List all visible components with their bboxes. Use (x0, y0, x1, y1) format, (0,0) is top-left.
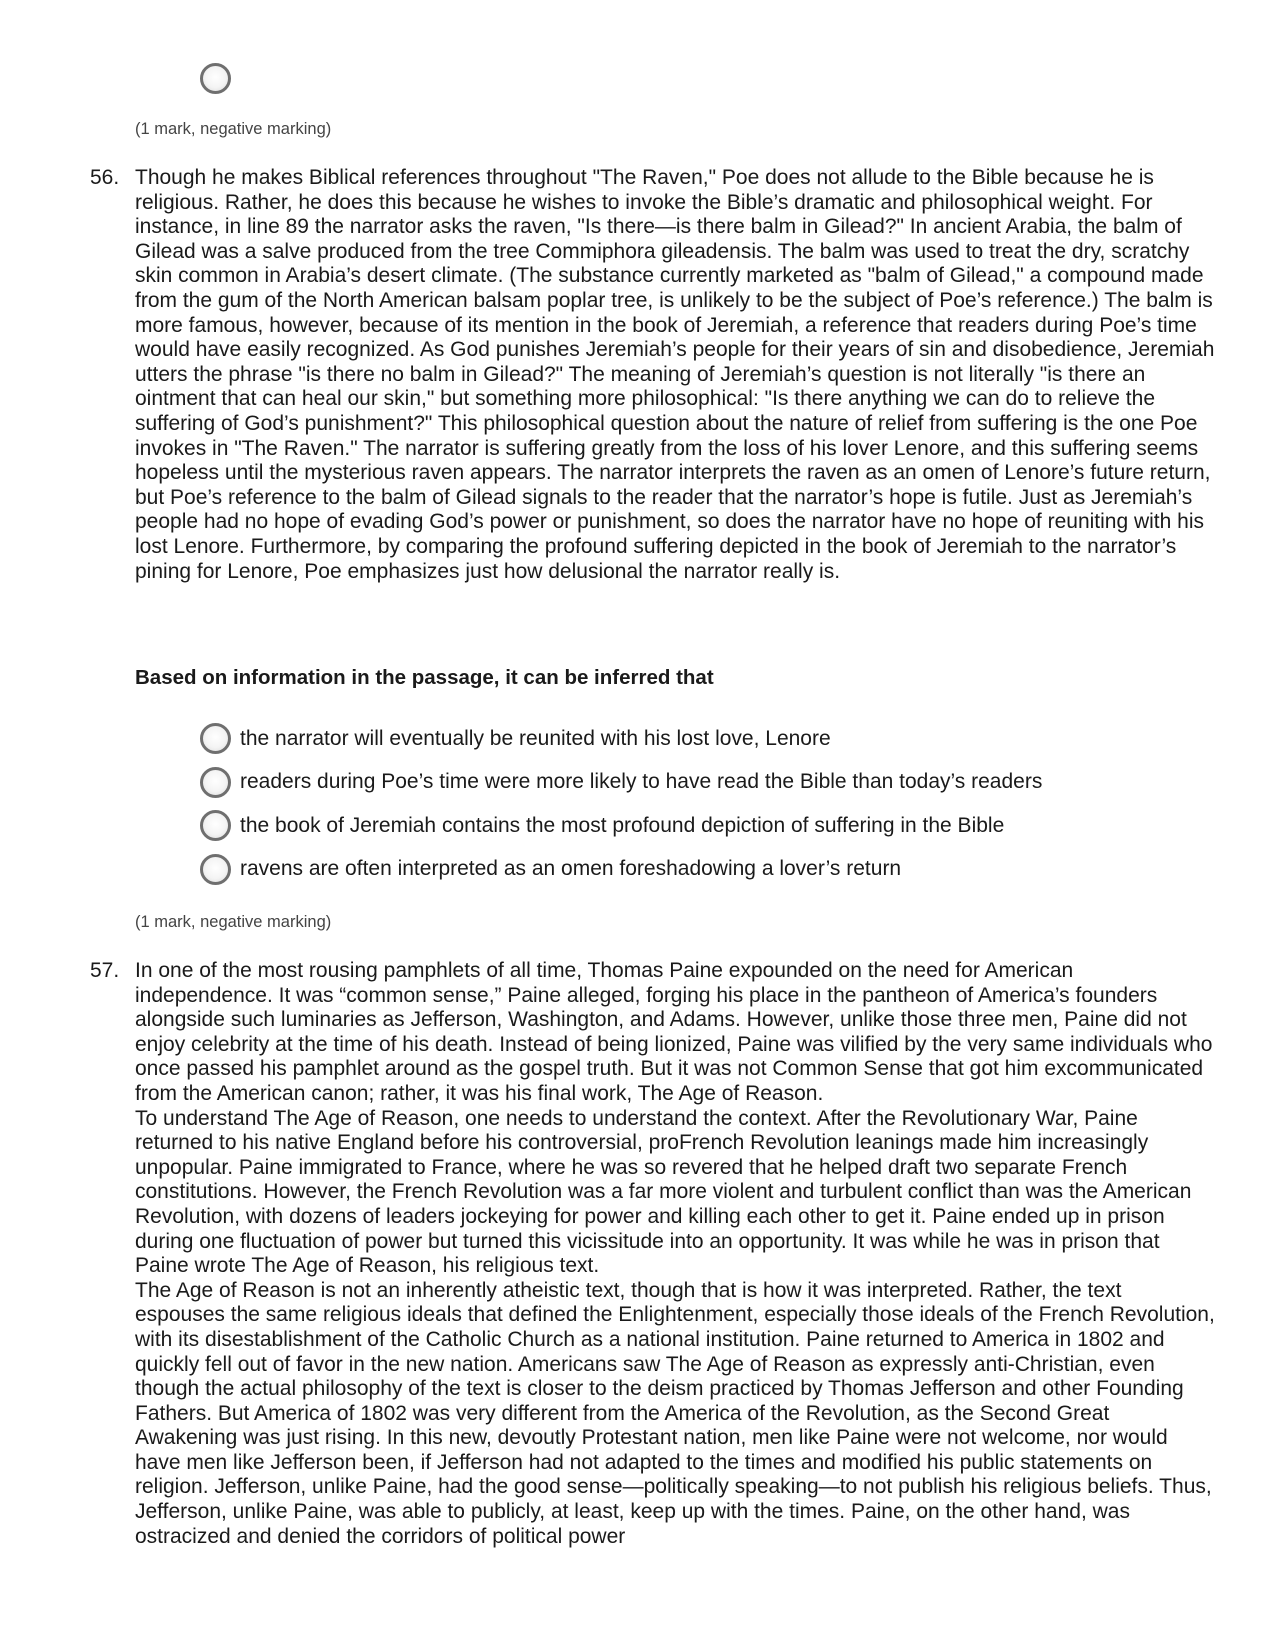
question-57 (90, 959, 1215, 1549)
option-c-label[interactable]: the book of Jeremiah contains the most profound depiction of suffering in the Bible (240, 813, 1005, 837)
option-a-radio[interactable] (200, 723, 231, 754)
option-d-radio[interactable] (200, 854, 231, 885)
question-56-number: 56. (90, 166, 120, 189)
question-56-mark-note: (1 mark, negative marking) (135, 913, 332, 931)
question-56-paragraph: Though he makes Biblical references throughout "The Raven," Poe does not allude to the Bible because he is religious. Rather, he does this because he wishes to invoke the Bible’s dramatic and philosophical weight. For instance, in line 89 the narrator asks the raven, "Is there—is there balm in Gilead?" In ancient Arabia, the balm of Gilead was a salve produced from the tree Commiphora gileadensis. The balm was used to treat the dry, scratchy skin common in Arabia’s desert climate. (The substance currently marketed as "balm of Gilead," a compound made from the gum of the North American balsam poplar tree, is unlikely to be the subject of Poe’s reference.) The balm is more famous, however, because of its mention in the book of Jeremiah, a reference that readers during Poe’s time would have easily recognized. As God punishes Jeremiah’s people for their years of sin and disobedience, Jeremiah utters the phrase "is there no balm in Gilead?" The meaning of Jeremiah’s question is not literally "is there an ointment that can heal our skin," but something more philosophical: "Is there anything we can do to relieve the suffering of God’s punishment?" This philosophical question about the nature of relief from suffering is the one Poe invokes in "The Raven." The narrator is suffering greatly from the loss of his lover Lenore, and this suffering seems hopeless until the mysterious raven appears. The narrator interprets the raven as an omen of Lenore’s future return, but Poe’s reference to the balm of Gilead signals to the reader that the narrator’s hope is futile. Just as Jeremiah’s people had no hope of evading God’s power or punishment, so does the narrator have no hope of reuniting with his lost Lenore. Furthermore, by comparing the profound suffering depicted in the book of Jeremiah to the narrator’s pining for Lenore, Poe emphasizes just how delusional the narrator really is. (135, 166, 1215, 583)
prev-question-mark-note: (1 mark, negative marking) (135, 120, 332, 138)
question-56-prompt: Based on information in the passage, it can be inferred that (135, 666, 714, 689)
question-57-number: 57. (90, 959, 120, 982)
question-56 (90, 166, 1215, 584)
option-c[interactable] (200, 804, 1042, 848)
option-d-label[interactable]: ravens are often interpreted as an omen foreshadowing a lover’s return (240, 857, 902, 881)
question-56-passage (135, 166, 1215, 584)
option-d[interactable] (200, 848, 1042, 892)
option-a[interactable] (200, 717, 1042, 761)
option-a-label[interactable]: the narrator will eventually be reunited with his lost love, Lenore (240, 726, 831, 750)
question-57-passage (135, 959, 1215, 1549)
question-57-paragraph-2: To understand The Age of Reason, one needs to understand the context. After the Revolutionary War, Paine returned to his native England before his controversial, proFrench Revolution leanings made him increasingly unpopular. Paine immigrated to France, where he was so revered that he helped draft two separate French constitutions. However, the French Revolution was a far more violent and turbulent conflict than was the American Revolution, with dozens of leaders jockeying for power and killing each other to get it. Paine ended up in prison during one fluctuation of power but turned this vicissitude into an opportunity. It was while he was in prison that Paine wrote The Age of Reason, his religious text. (135, 1106, 1192, 1278)
question-57-paragraph-1: In one of the most rousing pamphlets of all time, Thomas Paine expounded on the need for American independence. It was “common sense,” Paine alleged, forging his place in the pantheon of America’s founders alongside such luminaries as Jefferson, Washington, and Adams. However, unlike those three men, Paine did not enjoy celebrity at the time of his death. Instead of being lionized, Paine was vilified by the very same individuals who once passed his pamphlet around as the gospel truth. But it was not Common Sense that got him excommunicated from the American canon; rather, it was his final work, The Age of Reason. (135, 959, 1213, 1105)
question-56-options (200, 717, 1042, 891)
prev-question-option-radio[interactable] (200, 63, 231, 94)
option-c-radio[interactable] (200, 810, 231, 841)
question-57-paragraph-3: The Age of Reason is not an inherently atheistic text, though that is how it was interpreted. Rather, the text espouses the same religious ideals that defined the Enlightenment, especially those ideals of the French Revolution, with its disestablishment of the Catholic Church as a national institution. Paine returned to America in 1802 and quickly fell out of favor in the new nation. Americans saw The Age of Reason as expressly anti-Christian, even though the actual philosophy of the text is closer to the deism practiced by Thomas Jefferson and other Founding Fathers. But America of 1802 was very different from the America of the Revolution, as the Second Great Awakening was just rising. In this new, devoutly Protestant nation, men like Paine were not welcome, nor would have men like Jefferson been, if Jefferson had not adapted to the times and modified his public statements on religion. Jefferson, unlike Paine, had the good sense—politically speaking—to not publish his religious beliefs. Thus, Jefferson, unlike Paine, was able to publicly, at least, keep up with the times. Paine, on the other hand, was ostracized and denied the corridors of political power (135, 1278, 1215, 1548)
option-b-label[interactable]: readers during Poe’s time were more likely to have read the Bible than today’s readers (240, 770, 1043, 794)
option-b[interactable] (200, 761, 1042, 805)
option-b-radio[interactable] (200, 767, 231, 798)
